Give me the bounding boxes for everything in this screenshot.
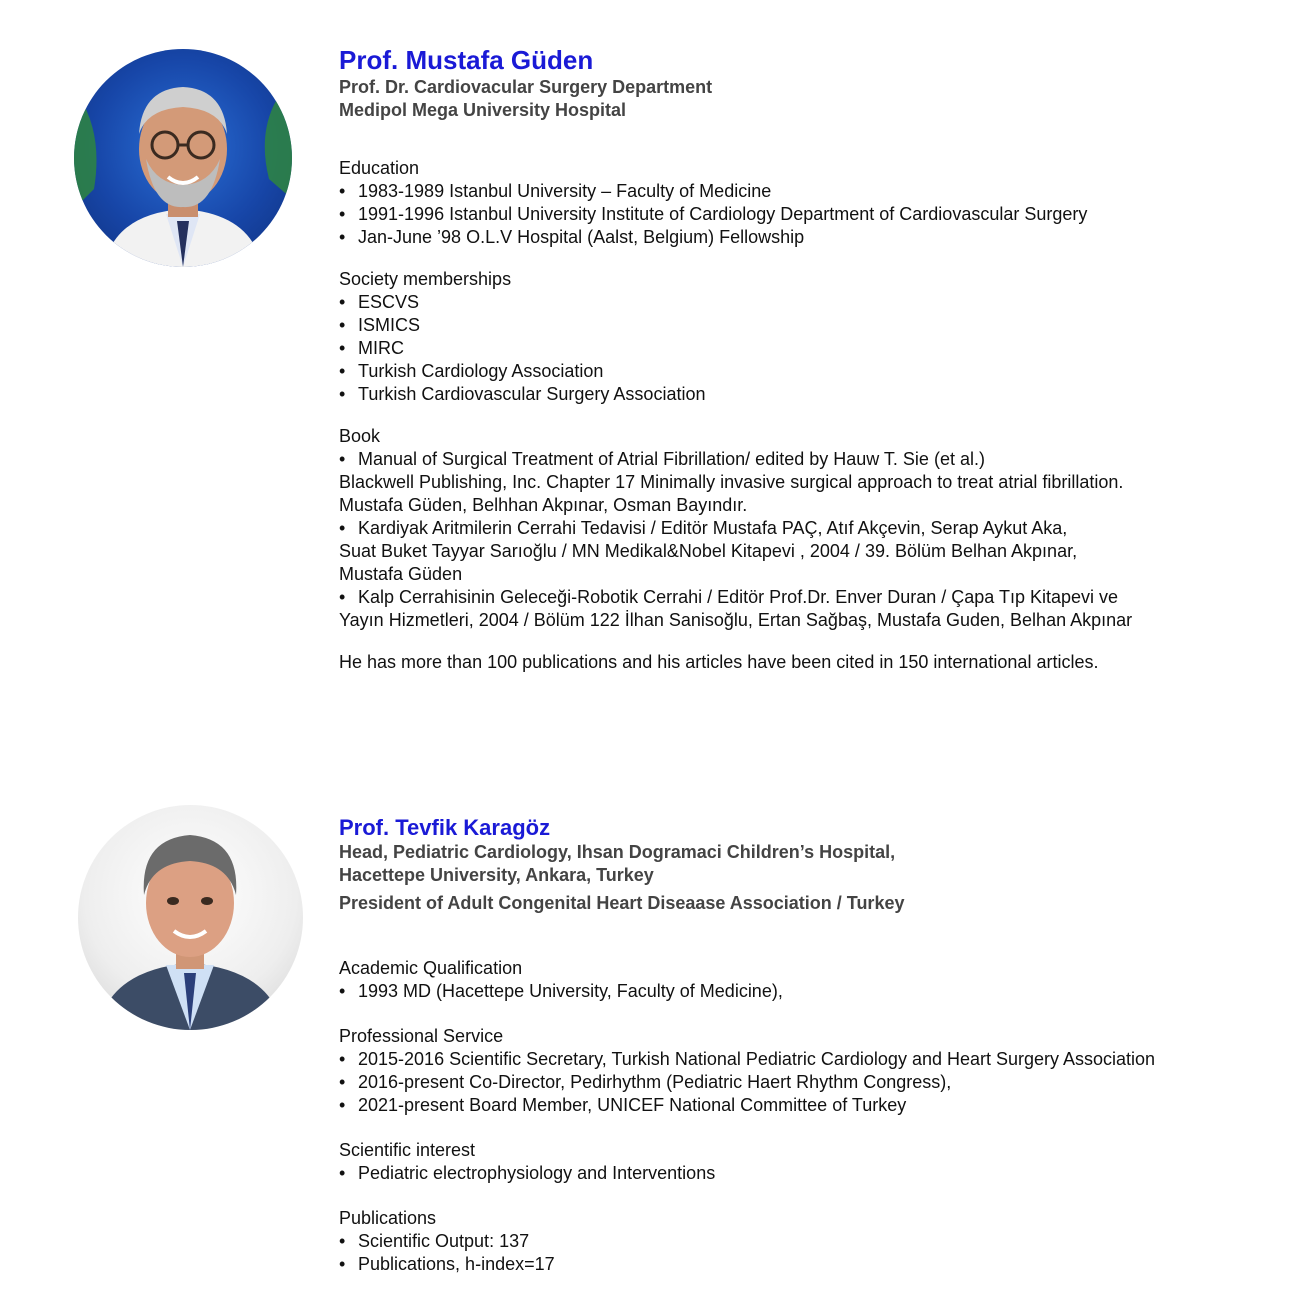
list-item: • ISMICS [339, 314, 1239, 337]
list-item: • 1993 MD (Hacettepe University, Faculty of Medicine), [339, 980, 1239, 1003]
section-heading: Academic Qualification [339, 958, 523, 979]
list-item: • 1983-1989 Istanbul University – Faculty of Medicine [339, 180, 1239, 203]
list-item: • Scientific Output: 137 [339, 1230, 1239, 1253]
section-heading: Society memberships [339, 269, 512, 290]
list-item: • Jan-June ’98 O.L.V Hospital (Aalst, Belgium) Fellowship [339, 226, 1239, 249]
society-section [339, 268, 1239, 406]
affiliation: Medipol Mega University Hospital [339, 100, 627, 121]
academic-section [339, 957, 1239, 1003]
profile-content [339, 815, 1239, 1276]
list-item: • 1991-1996 Istanbul University Institute of Cardiology Department of Cardiovascular Surgery [339, 203, 1239, 226]
list-item: • 2016-present Co-Director, Pedirhythm (Pediatric Haert Rhythm Congress), [339, 1071, 1239, 1094]
list-item: • MIRC [339, 337, 1239, 360]
book-entry: • Manual of Surgical Treatment of Atrial Fibrillation/ edited by Hauw T. Sie (et al.) [339, 448, 1239, 471]
list-item: • ESCVS [339, 291, 1239, 314]
book-entry-cont: Yayın Hizmetleri, 2004 / Bölüm 122 İlhan Sanisoğlu, Ertan Sağbaş, Mustafa Guden, Belhan Akpınar [339, 610, 1133, 631]
service-section [339, 1025, 1239, 1117]
publication-summary: He has more than 100 publications and his articles have been cited in 150 international articles. [339, 652, 1099, 673]
book-entry-cont: Suat Buket Tayyar Sarıoğlu / MN Medikal&Nobel Kitapevi , 2004 / 39. Bölüm Belhan Akpınar, [339, 541, 1078, 562]
summary-section [339, 651, 1239, 674]
person-name: Prof. Tevfik Karagöz [339, 815, 551, 840]
book-entry: • Kalp Cerrahisinin Geleceği-Robotik Cerrahi / Editör Prof.Dr. Enver Duran / Çapa Tıp Kitapevi ve [339, 586, 1239, 609]
portrait-illustration [78, 805, 303, 1030]
association-role: President of Adult Congenital Heart Diseaase Association / Turkey [339, 893, 905, 914]
book-section [339, 425, 1239, 632]
list-item: • Turkish Cardiology Association [339, 360, 1239, 383]
section-heading: Professional Service [339, 1026, 504, 1047]
profile-content [339, 45, 1239, 674]
section-heading: Scientific interest [339, 1140, 476, 1161]
section-heading: Book [339, 426, 381, 447]
list-item: • Publications, h-index=17 [339, 1253, 1239, 1276]
job-title: Head, Pediatric Cardiology, Ihsan Dogramaci Children’s Hospital, [339, 842, 896, 863]
profile-photo [74, 49, 292, 267]
interest-section [339, 1139, 1239, 1185]
list-item: • 2021-present Board Member, UNICEF National Committee of Turkey [339, 1094, 1239, 1117]
person-name: Prof. Mustafa Güden [339, 45, 594, 75]
education-section [339, 157, 1239, 249]
section-heading: Education [339, 158, 420, 179]
book-entry-cont: Blackwell Publishing, Inc. Chapter 17 Minimally invasive surgical approach to treat atrial fibrillation. [339, 472, 1124, 493]
publications-section [339, 1207, 1239, 1276]
section-heading: Publications [339, 1208, 437, 1229]
job-title: Prof. Dr. Cardiovacular Surgery Department [339, 77, 713, 98]
portrait-illustration [74, 49, 292, 267]
book-entry-cont: Mustafa Güden [339, 564, 463, 585]
list-item: • Turkish Cardiovascular Surgery Association [339, 383, 1239, 406]
list-item: • 2015-2016 Scientific Secretary, Turkish National Pediatric Cardiology and Heart Surgery Association [339, 1048, 1239, 1071]
book-entry-cont: Mustafa Güden, Belhhan Akpınar, Osman Bayındır. [339, 495, 748, 516]
list-item: • Pediatric electrophysiology and Interventions [339, 1162, 1239, 1185]
book-entry: • Kardiyak Aritmilerin Cerrahi Tedavisi / Editör Mustafa PAÇ, Atıf Akçevin, Serap Aykut Aka, [339, 517, 1239, 540]
profile-photo [78, 805, 303, 1030]
affiliation: Hacettepe University, Ankara, Turkey [339, 865, 654, 886]
